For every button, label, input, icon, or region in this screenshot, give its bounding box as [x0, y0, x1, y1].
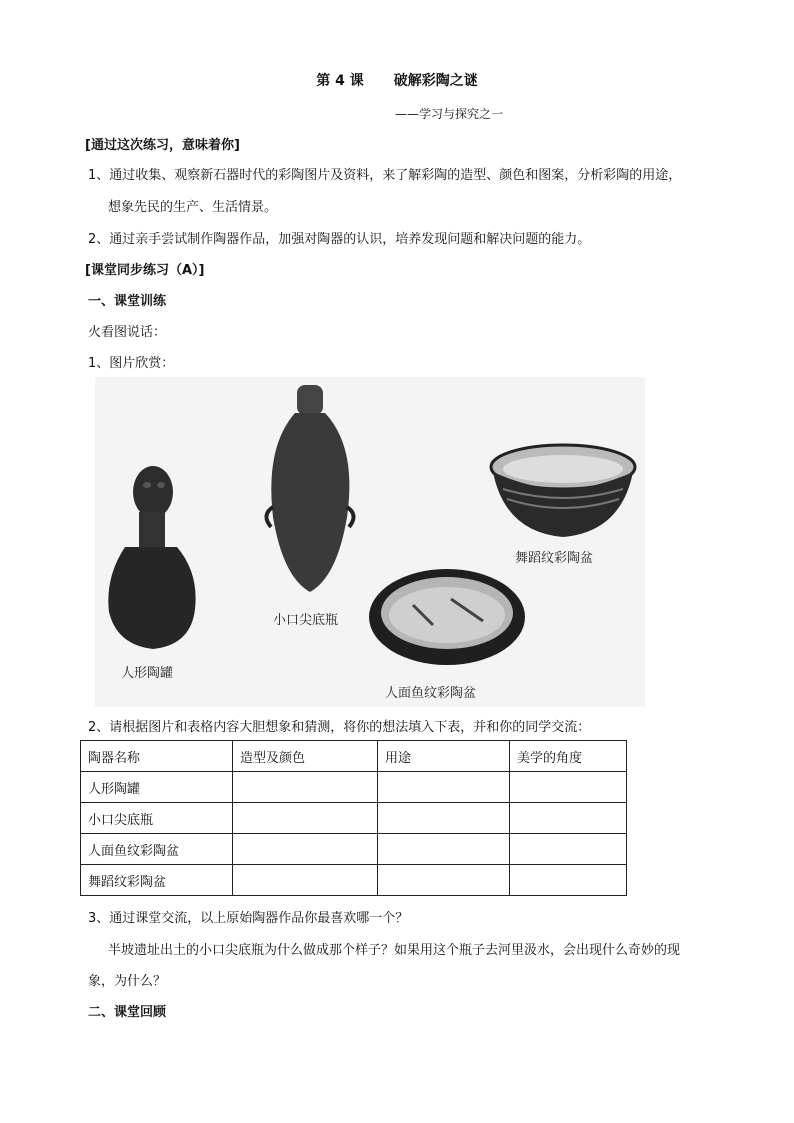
- header-name: 陶器名称: [81, 741, 233, 772]
- table-row: [81, 772, 627, 803]
- blank-cell[interactable]: [233, 865, 378, 896]
- blank-cell[interactable]: [510, 865, 627, 896]
- question-1: 1、图片欣赏：: [88, 356, 175, 371]
- goal-1-line-2: 想象先民的生产、生活情景。: [108, 200, 278, 215]
- lesson-number: 第 4 课: [316, 73, 364, 89]
- human-shaped-jar-image: [108, 466, 195, 649]
- part-2-heading: 二、课堂回顾: [88, 1005, 167, 1020]
- blank-cell[interactable]: [510, 834, 627, 865]
- caption-pointed-bottle: 小口尖底瓶: [273, 613, 339, 628]
- blank-cell[interactable]: [510, 772, 627, 803]
- header-usage: 用途: [378, 741, 510, 772]
- header-shape-color: 造型及颜色: [233, 741, 378, 772]
- row-name: 小口尖底瓶: [81, 803, 233, 834]
- header-aesthetics: 美学的角度: [510, 741, 627, 772]
- dance-pattern-basin-image: [491, 445, 635, 537]
- question-3: 3、通过课堂交流，以上原始陶器作品你最喜欢哪一个？: [88, 911, 409, 926]
- row-name: 人形陶罐: [81, 772, 233, 803]
- blank-cell[interactable]: [233, 772, 378, 803]
- caption-dance-basin: 舞蹈纹彩陶盆: [515, 551, 594, 566]
- caption-human-shaped-jar: 人形陶罐: [121, 666, 174, 681]
- blank-cell[interactable]: [378, 834, 510, 865]
- lesson-name: 破解彩陶之谜: [393, 73, 478, 89]
- blank-cell[interactable]: [510, 803, 627, 834]
- row-name: 舞蹈纹彩陶盆: [81, 865, 233, 896]
- look-and-talk-label: 火看图说话：: [88, 325, 167, 340]
- pottery-table: [80, 740, 627, 896]
- blank-cell[interactable]: [233, 834, 378, 865]
- caption-fish-basin: 人面鱼纹彩陶盆: [385, 686, 477, 701]
- table-row: [81, 865, 627, 896]
- fish-pattern-basin-image: [369, 569, 525, 665]
- goal-2: 2、通过亲手尝试制作陶器作品，加强对陶器的认识，培养发现问题和解决问题的能力。: [88, 232, 591, 247]
- page-subtitle: ——学习与探究之一: [395, 107, 504, 121]
- blank-cell[interactable]: [378, 772, 510, 803]
- part-1-heading: 一、课堂训练: [88, 294, 167, 309]
- goal-1-line-1: 1、通过收集、观察新石器时代的彩陶图片及资料，来了解彩陶的造型、颜色和图案，分析彩陶的用途，: [88, 168, 682, 183]
- section-practice-heading: [课堂同步练习（A）]: [85, 263, 205, 278]
- section-intro-heading: [通过这次练习，意味着你]: [85, 138, 240, 153]
- question-2: 2、请根据图片和表格内容大胆想象和猜测，将你的想法填入下表，并和你的同学交流：: [88, 720, 591, 735]
- table-header-row: [81, 741, 627, 772]
- pointed-bottle-image: [266, 385, 353, 592]
- question-4-line-2: 象，为什么？: [88, 974, 167, 989]
- blank-cell[interactable]: [378, 803, 510, 834]
- table-row: [81, 803, 627, 834]
- table-row: [81, 834, 627, 865]
- question-4-line-1: 半坡遗址出土的小口尖底瓶为什么做成那个样子？如果用这个瓶子去河里汲水，会出现什么奇妙的现: [108, 943, 681, 958]
- row-name: 人面鱼纹彩陶盆: [81, 834, 233, 865]
- blank-cell[interactable]: [233, 803, 378, 834]
- pottery-photo: [95, 377, 645, 707]
- page-title: [0, 70, 794, 90]
- blank-cell[interactable]: [378, 865, 510, 896]
